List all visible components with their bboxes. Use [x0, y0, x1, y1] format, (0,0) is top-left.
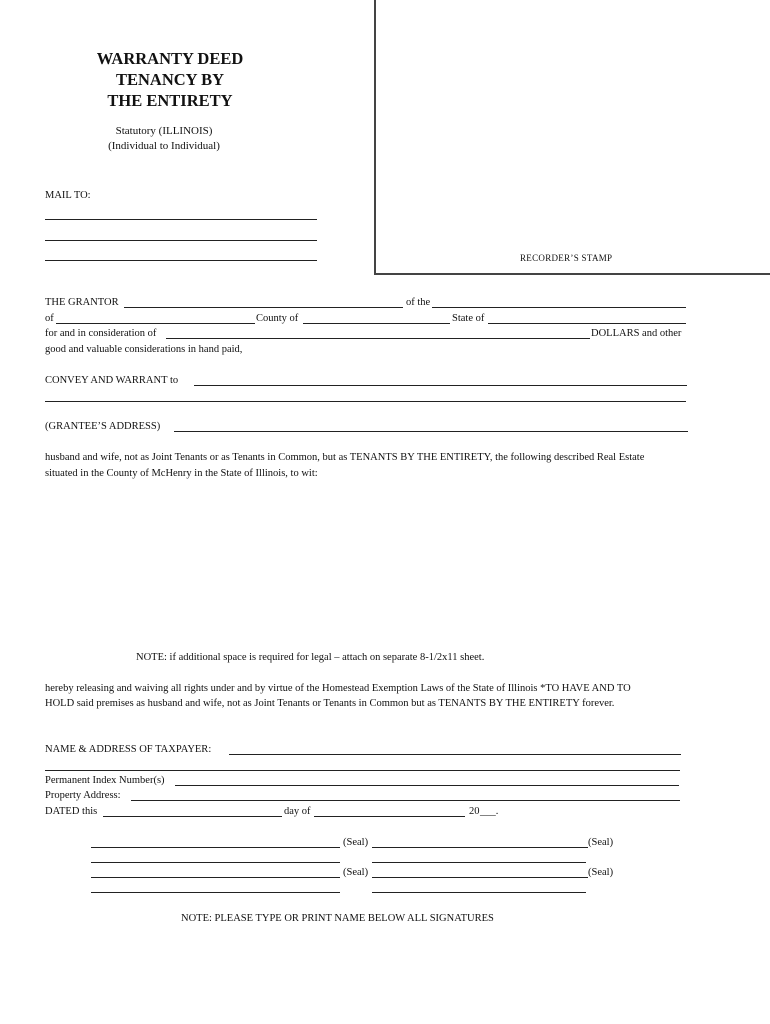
- grantor-of-the-field[interactable]: [432, 307, 686, 308]
- grantee-address-label: (GRANTEE’S ADDRESS): [45, 421, 161, 432]
- of-the-label: of the: [406, 297, 431, 308]
- printed-name-line-3[interactable]: [91, 892, 340, 893]
- mail-to-line-3[interactable]: [45, 260, 317, 261]
- signature-line-1[interactable]: [91, 847, 340, 848]
- grantor-county-field[interactable]: [303, 323, 450, 324]
- mail-to-label: MAIL TO:: [45, 190, 91, 201]
- seal-label-1: (Seal): [343, 837, 369, 848]
- convey-warrant-label: CONVEY AND WARRANT to: [45, 375, 179, 386]
- grantee-address-field[interactable]: [174, 431, 688, 432]
- document-title-line-1: WARRANTY DEED: [96, 49, 244, 68]
- dated-month-field[interactable]: [314, 816, 465, 817]
- releasing-text-line-2: HOLD said premises as husband and wife, not as Joint Tenants or Tenants in Common but as TENANTS BY THE ENTIRETY forever.: [45, 698, 615, 709]
- printed-name-line-2[interactable]: [372, 862, 586, 863]
- dollars-label: DOLLARS and other: [591, 328, 682, 339]
- taxpayer-field-2[interactable]: [45, 770, 680, 771]
- mail-to-line-2[interactable]: [45, 240, 317, 241]
- document-title-line-2: TENANCY BY: [115, 70, 225, 89]
- seal-label-2: (Seal): [588, 837, 614, 848]
- of-label: of: [45, 313, 54, 324]
- statute-label: Statutory (ILLINOIS): [115, 125, 213, 137]
- legal-text-line-1: husband and wife, not as Joint Tenants or as Tenants in Common, but as TENANTS BY THE ENTIRETY, the following described Real Estate: [45, 452, 645, 463]
- recorders-stamp-box: [374, 0, 770, 275]
- county-of-label: County of: [256, 313, 299, 324]
- state-of-label: State of: [452, 313, 485, 324]
- document-title-line-3: THE ENTIRETY: [107, 91, 233, 110]
- deed-type-label: (Individual to Individual): [108, 140, 220, 152]
- grantee-name-field[interactable]: [194, 385, 687, 386]
- signature-line-4[interactable]: [372, 877, 588, 878]
- signature-note: NOTE: PLEASE TYPE OR PRINT NAME BELOW ALL SIGNATURES: [181, 913, 494, 924]
- day-of-label: day of: [284, 806, 311, 817]
- printed-name-line-1[interactable]: [91, 862, 340, 863]
- legal-space-note: NOTE: if additional space is required for legal – attach on separate 8-1/2x11 sheet.: [136, 652, 485, 663]
- mail-to-line-1[interactable]: [45, 219, 317, 220]
- grantor-city-field[interactable]: [56, 323, 255, 324]
- grantee-name-field-2[interactable]: [45, 401, 686, 402]
- grantor-label: THE GRANTOR: [45, 297, 119, 308]
- printed-name-line-4[interactable]: [372, 892, 586, 893]
- property-address-label: Property Address:: [45, 790, 121, 801]
- taxpayer-field[interactable]: [229, 754, 681, 755]
- consideration-label: for and in consideration of: [45, 328, 157, 339]
- seal-label-4: (Seal): [588, 867, 614, 878]
- legal-text-line-2: situated in the County of McHenry in the State of Illinois, to wit:: [45, 468, 318, 479]
- dated-day-field[interactable]: [103, 816, 282, 817]
- signature-line-2[interactable]: [372, 847, 588, 848]
- pin-label: Permanent Index Number(s): [45, 775, 165, 786]
- pin-field[interactable]: [175, 785, 679, 786]
- dated-label: DATED this: [45, 806, 98, 817]
- consideration-amount-field[interactable]: [166, 338, 590, 339]
- good-consideration-text: good and valuable considerations in hand paid,: [45, 344, 243, 355]
- taxpayer-label: NAME & ADDRESS OF TAXPAYER:: [45, 744, 212, 755]
- seal-label-3: (Seal): [343, 867, 369, 878]
- signature-line-3[interactable]: [91, 877, 340, 878]
- year-field[interactable]: ___.: [480, 806, 499, 817]
- releasing-text-line-1: hereby releasing and waiving all rights under and by virtue of the Homestead Exemption Laws of the State of Illinois *TO HAVE AND TO: [45, 683, 631, 694]
- grantor-name-field[interactable]: [124, 307, 403, 308]
- property-address-field[interactable]: [131, 800, 680, 801]
- year-label: 20: [469, 806, 480, 817]
- recorders-stamp-label: RECORDER’S STAMP: [520, 253, 613, 263]
- grantor-state-field[interactable]: [488, 323, 686, 324]
